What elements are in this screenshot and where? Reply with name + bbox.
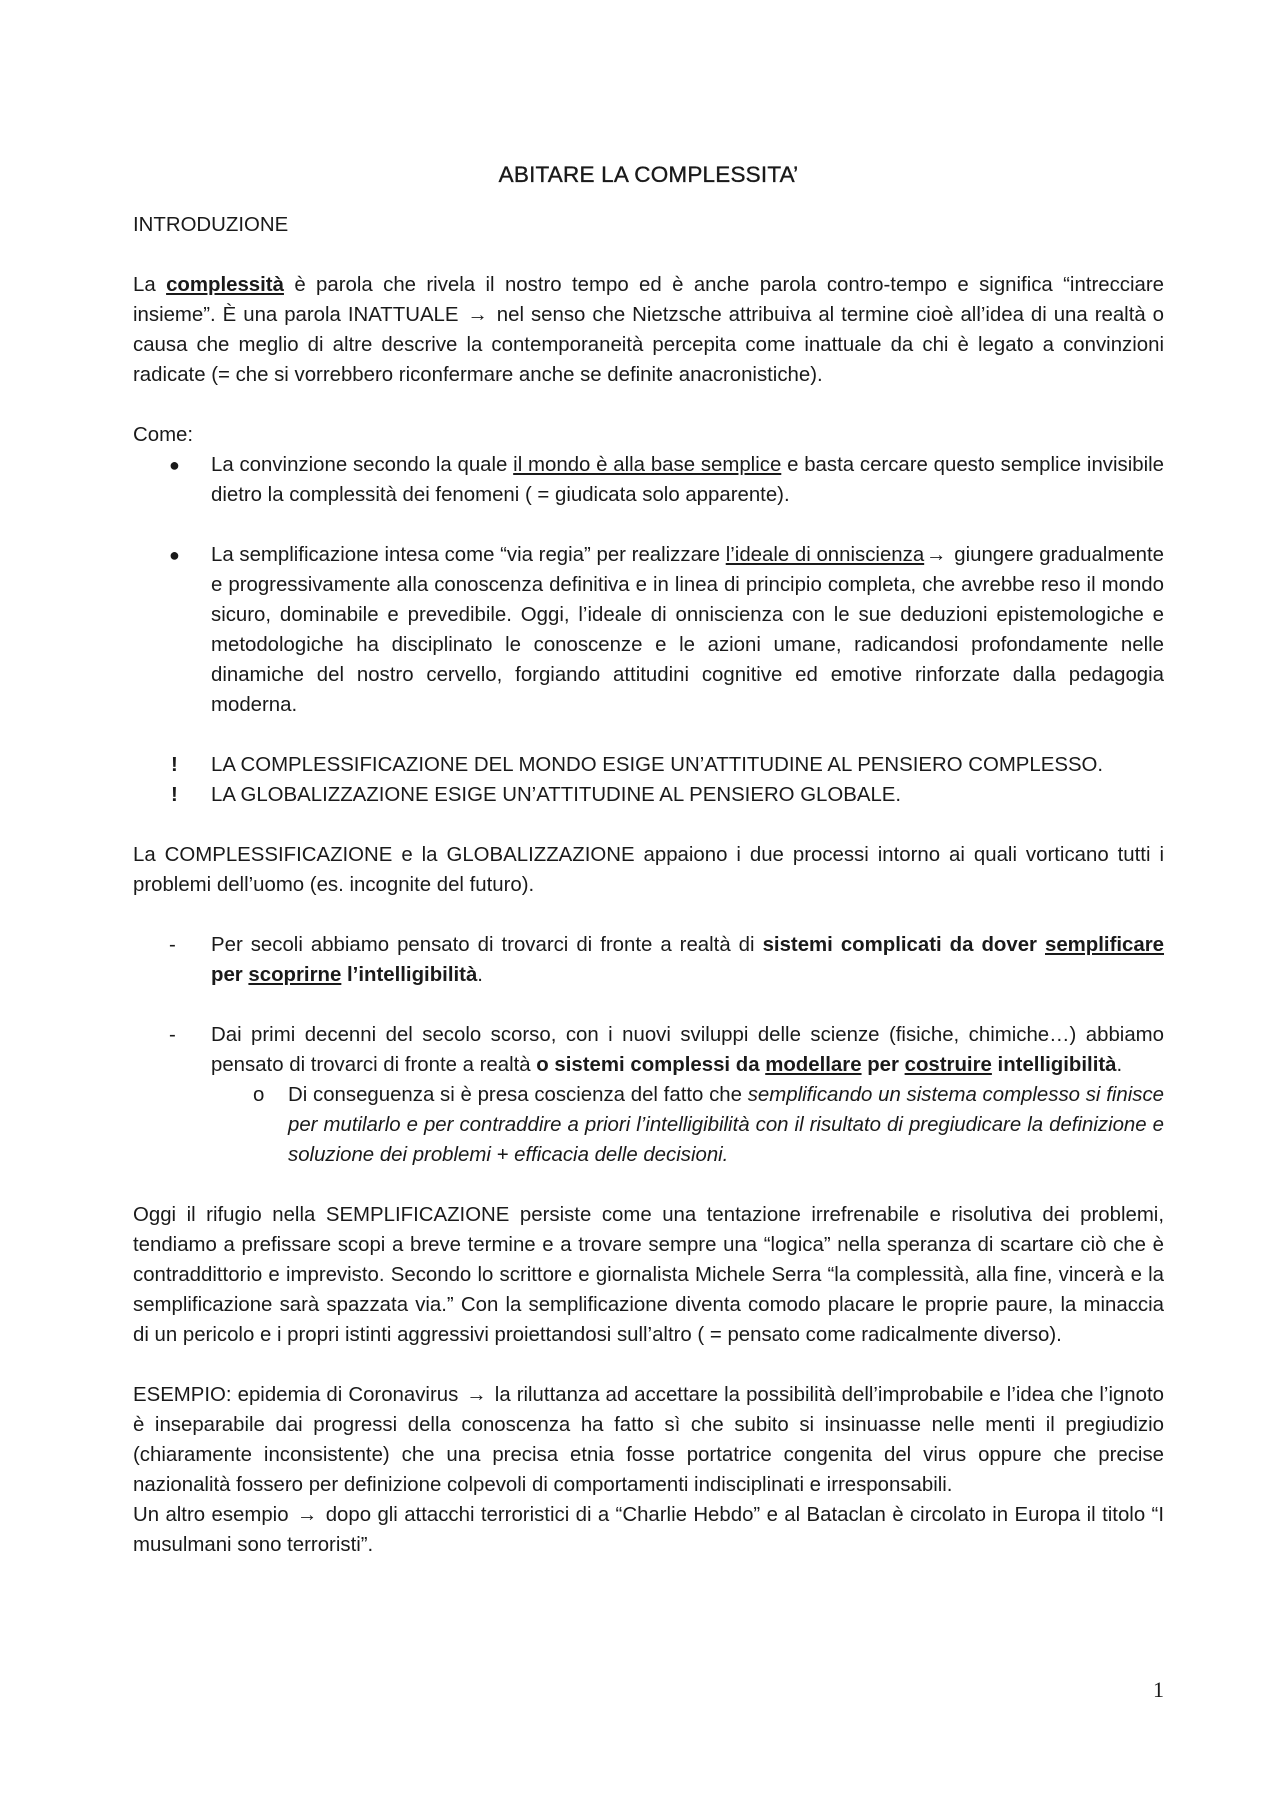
list-item: ● La semplificazione intesa come “via regia” per realizzare l’ideale di onniscienza→ giungere gradualmente e progressivamente alla conoscenza definitiva e in linea di principio completa, che avrebbe reso il mondo sicuro, dominabile e prevedibile. Oggi, l’ideale di onniscienza con le sue deduzioni epistemologiche e metodologiche ha disciplinato le conoscenze e le azioni umane, radicandosi profondamente nelle dinamiche del nostro cervello, forgiando attitudini cognitive ed emotive rinforzate dalla pedagogia moderna.: [133, 540, 1164, 720]
paragraph-example: ESEMPIO: epidemia di Coronavirus → la riluttanza ad accettare la possibilità dell’improbabile e l’idea che l’ignoto è inseparabile dai progressi della conoscenza ha fatto sì che subito si insinuasse nelle menti il pregiudizio (chiaramente inconsistente) che una precisa etnia fosse portatrice congenita del virus oppure che precise nazionalità fossero per definizione colpevoli di comportamenti indisciplinati e irresponsabili.: [133, 1380, 1164, 1500]
list-item: ● La convinzione secondo la quale il mondo è alla base semplice e basta cercare questo semplice invisibile dietro la complessità dei fenomeni ( = giudicata solo apparente).: [133, 450, 1164, 510]
arrow-right-icon: →: [296, 1504, 318, 1526]
bullet-icon: ●: [169, 545, 180, 565]
page-title: ABITARE LA COMPLESSITA’: [498, 162, 799, 187]
paragraph-processes: La COMPLESSIFICAZIONE e la GLOBALIZZAZIONE appaiono i due processi intorno ai quali vorticano tutti i problemi dell’uomo (es. incognite del futuro).: [133, 844, 1164, 896]
list-item: - Dai primi decenni del secolo scorso, con i nuovi sviluppi delle scienze (fisiche, chimiche…) abbiamo pensato di trovarci di fronte a realtà o sistemi complessi da modellare per costruire intelligibilità.: [133, 1020, 1164, 1080]
dash-marker: -: [169, 1024, 176, 1046]
term-complessita: complessità: [166, 274, 284, 296]
arrow-right-icon: →: [466, 1384, 487, 1406]
arrow-right-icon: →: [467, 304, 488, 326]
arrow-right-icon: →: [926, 544, 947, 566]
list-item: ! LA COMPLESSIFICAZIONE DEL MONDO ESIGE UN’ATTITUDINE AL PENSIERO COMPLESSO.: [133, 750, 1164, 780]
paragraph-example-2: Un altro esempio → dopo gli attacchi terroristici di a “Charlie Hebdo” e al Bataclan è circolato in Europa il titolo “I musulmani sono terroristi”.: [133, 1500, 1164, 1560]
come-label: Come:: [133, 424, 194, 446]
list-item: ! LA GLOBALIZZAZIONE ESIGE UN’ATTITUDINE AL PENSIERO GLOBALE.: [133, 780, 1164, 810]
paragraph-simplification: Oggi il rifugio nella SEMPLIFICAZIONE persiste come una tentazione irrefrenabile e risolutiva dei problemi, tendiamo a prefissare scopi a breve termine e a trovare sempre una “logica” nella speranza di scartare ciò che è contraddittorio e imprevisto. Secondo lo scrittore e giornalista Michele Serra “la complessità, alla fine, vincerà e la semplificazione sarà spazzata via.” Con la semplificazione diventa comodo placare le proprie paure, la minaccia di un pericolo e i propri istinti aggressivi proiettandosi sull’altro ( = pensato come radicalmente diverso).: [133, 1204, 1164, 1346]
intro-heading: INTRODUZIONE: [133, 214, 289, 236]
circle-marker: o: [253, 1084, 265, 1106]
sub-list-item: o Di conseguenza si è presa coscienza del fatto che semplificando un sistema complesso si finisce per mutilarlo e per contraddire a priori l’intelligibilità con il risultato di pregiudicare la definizione e soluzione dei problemi + efficacia delle decisioni.: [133, 1080, 1164, 1170]
list-item: - Per secoli abbiamo pensato di trovarci di fronte a realtà di sistemi complicati da dover semplificare per scoprirne l’intelligibilità.: [133, 930, 1164, 990]
paragraph-intro: La complessità è parola che rivela il nostro tempo ed è anche parola contro-tempo e significa “intrecciare insieme”. È una parola INATTUALE → nel senso che Nietzsche attribuiva al termine cioè all’idea di una realtà o causa che meglio di altre descrive la contemporaneità percepita come inattuale da chi è legato a convinzioni radicate (= che si vorrebbero riconfermare anche se definite anacronistiche).: [133, 274, 1164, 386]
page-number: 1: [1153, 1677, 1164, 1702]
dash-marker: -: [169, 934, 176, 956]
exclamation-icon: !: [171, 784, 178, 806]
exclamation-icon: !: [171, 754, 178, 776]
bullet-icon: ●: [169, 455, 180, 475]
